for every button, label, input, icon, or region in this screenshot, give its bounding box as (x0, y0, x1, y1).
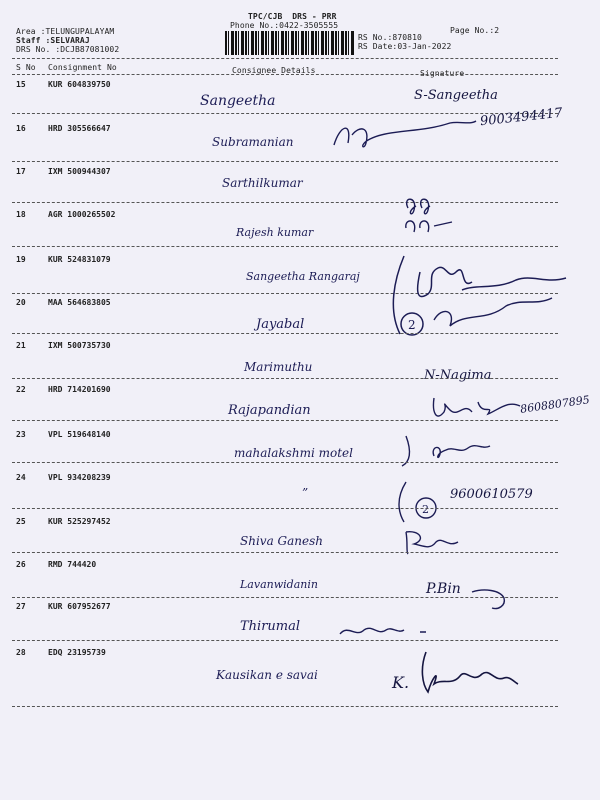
row-consignee-name: Kausikan e savai (216, 668, 318, 682)
row-sno: 22 (16, 385, 26, 394)
row-consignment-no: KUR 524831079 (48, 255, 111, 264)
row-consignment-no: KUR 525297452 (48, 517, 111, 526)
row-consignment-no: VPL 934208239 (48, 473, 111, 482)
signature-scribble (412, 648, 522, 698)
signature-scribble (400, 192, 460, 240)
drs-number: DRS No. :DCJB87081002 (16, 45, 120, 54)
signature-scribble (330, 115, 480, 157)
row-consignee-name: Jayabal (256, 317, 305, 332)
staff-label: Staff :SELVARAJ (16, 36, 90, 45)
area-label: Area :TELUNGUPALAYAM (16, 27, 115, 36)
row-sno: 24 (16, 473, 26, 482)
row-consignee-name: Subramanian (212, 135, 294, 149)
row-divider (12, 552, 558, 553)
row-signature: P.Bin (426, 581, 461, 597)
row-signature: K. (392, 673, 410, 692)
row-consignment-no: EDQ 23195739 (48, 648, 106, 657)
row-consignment-no: AGR 1000265502 (48, 210, 116, 219)
row-sno: 15 (16, 80, 26, 89)
row-divider (12, 420, 558, 421)
col-header-sno: S No (16, 63, 36, 72)
row-sno: 21 (16, 341, 26, 350)
row-sno: 25 (16, 517, 26, 526)
row-consignee-name: Thirumal (240, 619, 301, 634)
row-consignee-name: Shiva Ganesh (240, 534, 323, 548)
row-sno: 16 (16, 124, 26, 133)
row-divider (12, 462, 558, 463)
row-consignment-no: HRD 305566647 (48, 124, 111, 133)
barcode (225, 31, 355, 55)
row-divider (12, 706, 558, 707)
row-consignee-name: Marimuthu (244, 360, 313, 374)
row-signature: S-Sangeetha (414, 88, 498, 103)
document-title: TPC/CJB DRS - PRR (248, 12, 337, 21)
row-consignment-no: IXM 500735730 (48, 341, 111, 350)
row-consignee-name: mahalakshmi motel (234, 446, 353, 460)
row-consignee-name: Lavanwidanin (240, 578, 318, 591)
row-divider (12, 161, 558, 162)
row-signature: 8608807895 (519, 393, 591, 416)
page-number: Page No.:2 (450, 26, 500, 35)
row-consignment-no: HRD 714201690 (48, 385, 111, 394)
row-divider (12, 378, 558, 379)
header-bottom-rule (12, 74, 558, 75)
header-top-rule (12, 58, 558, 59)
row-consignment-no: VPL 519648140 (48, 430, 111, 439)
rs-number: RS No.:870810 (358, 33, 422, 42)
row-sno: 19 (16, 255, 26, 264)
row-consignee-name: ” (302, 486, 309, 500)
col-header-consignee: Consignee Details (232, 66, 316, 75)
rs-date: RS Date:03-Jan-2022 (358, 42, 452, 51)
row-divider (12, 508, 558, 509)
row-signature: N-Nagima (424, 368, 492, 383)
row-sno: 18 (16, 210, 26, 219)
signature-scribble (470, 584, 510, 614)
row-sno: 27 (16, 602, 26, 611)
col-header-consignment: Consignment No (48, 63, 117, 72)
row-sno: 17 (16, 167, 26, 176)
row-consignment-no: RMD 744420 (48, 560, 97, 569)
row-sno: 20 (16, 298, 26, 307)
row-divider (12, 113, 558, 114)
signature-scribble (392, 478, 446, 526)
row-consignee-name: Sarthilkumar (222, 176, 303, 190)
row-consignee-name: Sangeetha Rangaraj (246, 270, 360, 283)
row-consignee-name: Rajapandian (228, 403, 311, 418)
signature-scribble (376, 250, 576, 340)
row-signature: 9003494417 (479, 105, 564, 130)
row-consignment-no: KUR 607952677 (48, 602, 111, 611)
row-sno: 23 (16, 430, 26, 439)
row-consignee-name: Sangeetha (200, 93, 276, 109)
svg-text:2: 2 (422, 503, 429, 516)
row-consignment-no: IXM 500944307 (48, 167, 111, 176)
row-consignment-no: KUR 604839750 (48, 80, 111, 89)
row-sno: 28 (16, 648, 26, 657)
phone-number: Phone No.:0422-3505555 (230, 21, 339, 30)
row-divider (12, 640, 558, 641)
row-divider (12, 246, 558, 247)
signature-scribble (336, 622, 432, 642)
row-divider (12, 597, 558, 598)
col-header-signature: Signature (420, 69, 465, 78)
row-sno: 26 (16, 560, 26, 569)
row-divider (12, 202, 558, 203)
svg-text:2: 2 (408, 318, 416, 332)
row-consignment-no: MAA 564683805 (48, 298, 111, 307)
row-signature: 9600610579 (450, 487, 533, 502)
row-consignee-name: Rajesh kumar (236, 226, 314, 239)
row-divider (12, 333, 558, 334)
